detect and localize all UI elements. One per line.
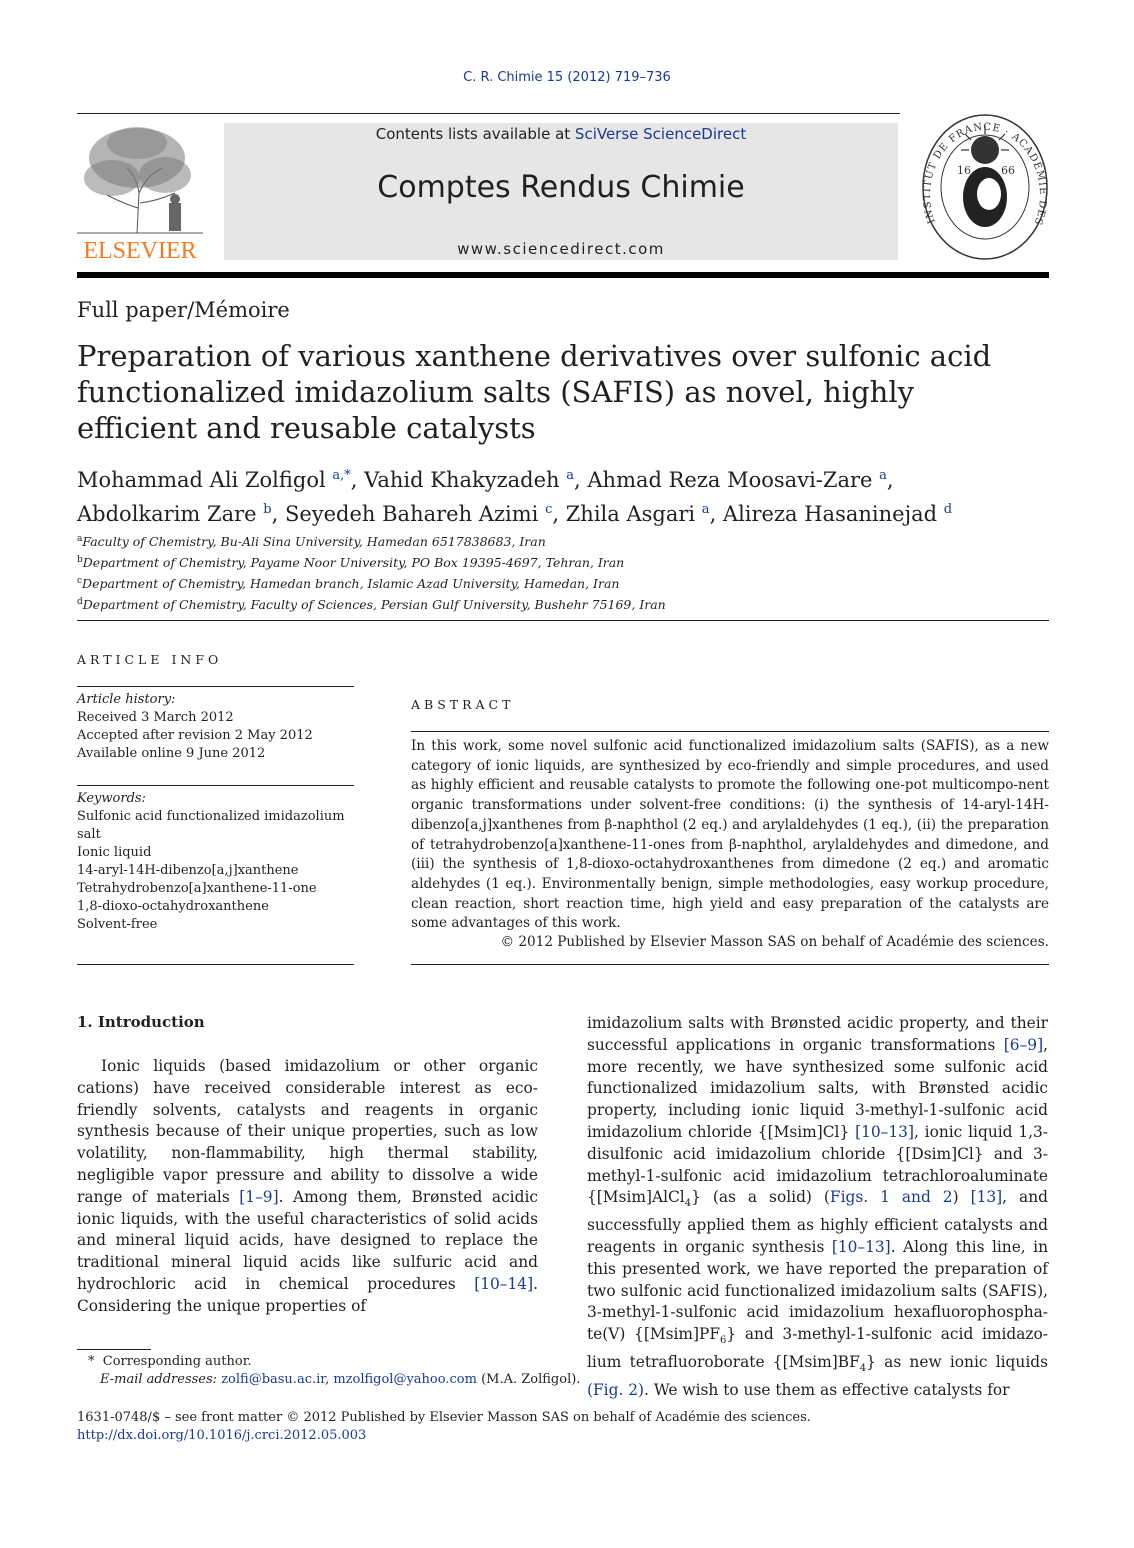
article-info-heading: ARTICLE INFO (77, 652, 223, 667)
keywords-label: Keywords: (77, 791, 146, 806)
affiliation: $^a$Faculty of Chemistry, Bu-Ali Sina University, Hamedan 6517838683, Iran (77, 534, 546, 550)
keyword: Tetrahydrobenzo[a]xanthene-11-one (77, 881, 317, 896)
email-footnote: E-mail addresses: zolfi@basu.ac.ir, mzolfigol@yahoo.com (M.A. Zolfigol). (100, 1372, 581, 1387)
history-label: Article history: (77, 692, 176, 707)
sciencedirect-link[interactable]: SciVerse ScienceDirect (574, 125, 747, 143)
citation-link[interactable]: [10–14] (474, 1274, 534, 1293)
author: Alireza Hasaninejad $^d$ (722, 502, 953, 526)
header-thick-rule (77, 272, 1049, 278)
section-type: Full paper/Mémoire (77, 298, 290, 322)
journal-name: Comptes Rendus Chimie (377, 170, 745, 205)
accepted-date: Accepted after revision 2 May 2012 (77, 728, 313, 743)
author: Mohammad Ali Zolfigol $^{a,*}$, (77, 468, 365, 492)
citation-link[interactable]: [13] (970, 1188, 1003, 1207)
author-list (77, 461, 1047, 529)
author: Seyedeh Bahareh Azimi $^c$, (284, 502, 566, 526)
affiliation: $^c$Department of Chemistry, Hamedan branch, Islamic Azad University, Hamedan, Iran (77, 576, 620, 592)
article-history (77, 691, 354, 763)
seal-year-b: 66 (1001, 164, 1015, 177)
abstract-copyright: © 2012 Published by Elsevier Masson SAS on behalf of Académie des sciences. (500, 934, 1049, 950)
academie-seal-icon (921, 112, 1049, 262)
contents-prefix: Contents lists available at (375, 125, 575, 143)
keyword: 1,8-dioxo-octahydroxanthene (77, 899, 269, 914)
keyword: Solvent-free (77, 917, 158, 932)
section-heading: 1. Introduction (77, 1013, 205, 1031)
abstract-text: In this work, some novel sulfonic acid functionalized imidazolium salts (SAFIS), as a new category of ionic liquids, are synthesized by eco-friendly and simple procedures, and used as highly efficient and reusable catalysts to promote the following one-pot multicompo-nent organic transformations under solvent-free conditions: (i) the synthesis of 14-aryl-14H-dibenzo[a,j]xanthenes from β-naphthol (2 eq.) and arylaldehydes (1 eq.), (ii) the preparation of tetrahydrobenzo[a]xanthene-11-ones from β-naphthol, arylaldehydes and dimedone, and (iii) the synthesis of 1,8-dioxo-octahydroxanthenes from dimedone (2 eq.) and aromatic aldehydes (1 eq.). Environmentally benign, simple methodologies, easy workup procedure, clean reaction, short reaction time, high yield and easy preparation of the catalysts are some advantages of this work. (411, 738, 1049, 932)
divider (77, 964, 354, 965)
article-title: Preparation of various xanthene derivatives over sulfonic acid functionalized imidazolium salts (SAFIS) as novel, highly efficient and reusable catalysts (77, 339, 992, 445)
intro-paragraph-left: Ionic liquids (based imidazolium or other organic cations) have received considerable interest as eco-friendly solvents, catalysts and reagents in organic synthesis because of their unique properties, such as low volatility, non-flammability, high thermal stability, negligible vapor pressure and ability to dissolve a wide range of materials [1–9]. Among them, Brønsted acidic ionic liquids, with the useful characteristics of solid acids and mineral liquid acids, have designed to replace the traditional mineral liquid acids like sulfuric acid and hydrochloric acid in chemical procedures [10–14]. Considering the unique properties of (77, 1057, 538, 1315)
author: Abdolkarim Zare $^b$, (77, 502, 285, 526)
affiliation: $^b$Department of Chemistry, Payame Noor University, PO Box 19395-4697, Tehran, Iran (77, 555, 625, 571)
keyword: Sulfonic acid functionalized imidazolium salt (77, 809, 345, 842)
divider (77, 686, 354, 687)
seal-year-a: 16 (957, 164, 971, 177)
author: Vahid Khakyzadeh $^a$, (364, 468, 588, 492)
email-link[interactable]: zolfi@basu.ac.ir (221, 1372, 326, 1387)
citation-link[interactable]: [1–9] (239, 1187, 279, 1206)
divider (411, 731, 1049, 732)
affiliation: $^d$Department of Chemistry, Faculty of Sciences, Persian Gulf University, Bushehr 75169, Iran (77, 597, 666, 613)
received-date: Received 3 March 2012 (77, 710, 234, 725)
figure-link[interactable]: (Fig. 2) (587, 1380, 645, 1399)
citation-link[interactable]: [10–13] (855, 1122, 914, 1141)
divider (77, 785, 354, 786)
author: Ahmad Reza Moosavi-Zare $^a$, (587, 468, 894, 492)
journal-reference[interactable]: C. R. Chimie 15 (2012) 719–736 (463, 70, 671, 85)
citation-link[interactable]: [6–9] (1003, 1035, 1044, 1054)
citation-link[interactable]: [10–13] (831, 1238, 891, 1257)
keyword: Ionic liquid (77, 845, 152, 860)
figure-link[interactable]: Figs. 1 and 2 (829, 1188, 953, 1207)
email-link[interactable]: mzolfigol@yahoo.com (333, 1372, 477, 1387)
elsevier-wordmark: ELSEVIER (83, 238, 197, 264)
journal-url[interactable]: www.sciencedirect.com (457, 240, 665, 258)
divider (411, 964, 1049, 965)
corresponding-footnote: * Corresponding author. (88, 1354, 252, 1369)
abstract-heading: ABSTRACT (411, 697, 515, 712)
seal-text: INSTITUT DE FRANCE · ACADÉMIE DES (921, 121, 1049, 227)
online-date: Available online 9 June 2012 (77, 746, 266, 761)
issn-line: 1631-0748/$ – see front matter © 2012 Published by Elsevier Masson SAS on behalf of Académie des sciences. (77, 1410, 811, 1425)
keywords (77, 790, 354, 934)
intro-paragraph-right: imidazolium salts with Brønsted acidic property, and their successful applications in organic transformations [6–9], more recently, we have synthesized some sulfonic acid functionalized imidazolium salts, with Brønsted acidic property, including ionic liquid 3-methyl-1-sulfonic acid imidazolium chloride {[Msim]Cl} [10–13], ionic liquid 1,3-disulfonic acid imidazolium chloride {[Dsim]Cl} and 3-methyl-1-sulfonic acid imidazolium tetrachloroaluminate {[Msim]AlCl$_4$} (as a solid) (Figs. 1 and 2) [13], and successfully applied them as highly efficient catalysts and reagents in organic synthesis [10–13]. Along this line, in this presented work, we have reported the preparation of two sulfonic acid functionalized imidazolium salts (SAFIS), 3-methyl-1-sulfonic acid imidazolium hexafluorophospha-te(V) $\{[Msim]PF_6\}$ and 3-methyl-1-sulfonic acid imidazo-lium tetrafluoroborate $\{[Msim]BF_4\}$ as new ionic liquids (Fig. 2). We wish to use them as effective catalysts for (587, 1014, 1048, 1399)
keyword: 14-aryl-14H-dibenzo[a,j]xanthene (77, 863, 299, 878)
header-rule (77, 113, 900, 114)
affiliations (77, 530, 1047, 615)
doi-link[interactable]: http://dx.doi.org/10.1016/j.crci.2012.05.003 (77, 1428, 367, 1443)
divider (77, 620, 1049, 621)
author: Zhila Asgari $^a$, (565, 502, 723, 526)
footnote-rule (77, 1349, 151, 1350)
contents-line (224, 125, 898, 143)
